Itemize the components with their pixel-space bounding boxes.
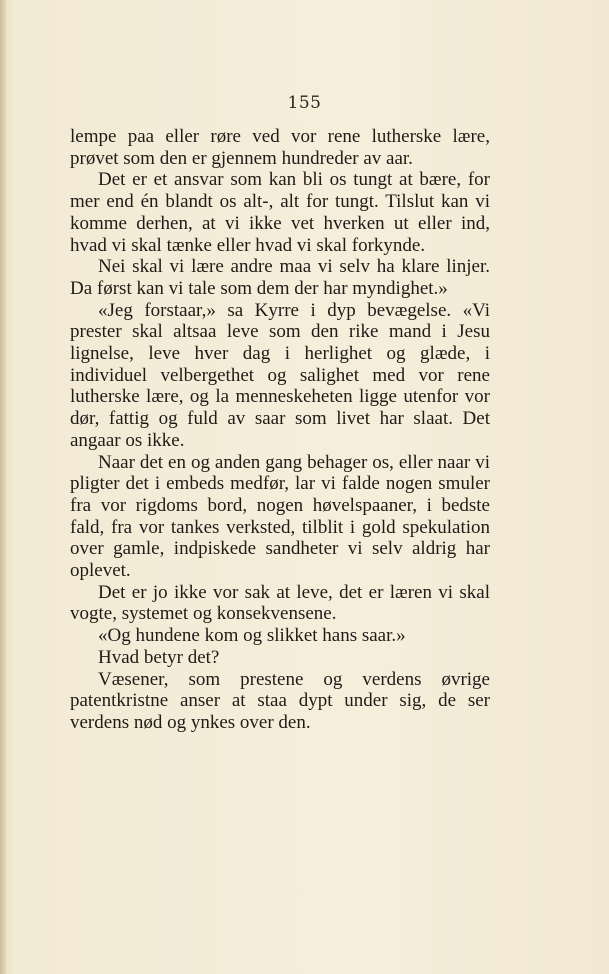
body-text — [70, 126, 490, 734]
paragraph: Naar det en og anden gang behager os, eller naar vi pligter det i embeds medfør, lar vi falde nogen smuler fra vor rigdoms bord, nogen høvelspaaner, i bedste fald, fra vor tankes verksted, tilblit i gold spekulation over gamle, indpiskede sandheter vi selv aldrig har oplevet. — [70, 451, 490, 582]
paragraph: lempe paa eller røre ved vor rene lutherske lære, prøvet som den er gjennem hundreder av aar. — [70, 126, 490, 169]
paragraph: «Og hundene kom og slikket hans saar.» — [98, 625, 406, 647]
paragraph: Det er et ansvar som kan bli os tungt at bære, for mer end én blandt os alt-, alt for tungt. Tilslut kan vi komme derhen, at vi ikke vet hverken ut eller ind, hvad vi skal tænke eller hvad vi skal forkynde. — [70, 169, 490, 256]
paragraph: Det er jo ikke vor sak at leve, det er læren vi skal vogte, systemet og konsekvensene. — [70, 581, 490, 625]
paragraph: Hvad betyr det? — [98, 646, 220, 668]
page-number: 155 — [287, 93, 322, 113]
page-spine-shadow — [0, 0, 6, 974]
paragraph: Nei skal vi lære andre maa vi selv ha klare linjer. Da først kan vi tale som dem der har myndighet.» — [70, 256, 490, 299]
paragraph: Væsener, som prestene og verdens øvrige patentkristne anser at staa dypt under sig, de ser verdens nød og ynkes over den. — [70, 668, 490, 733]
paragraph: «Jeg forstaar,» sa Kyrre i dyp bevægelse. «Vi prester skal altsaa leve som den rike mand i Jesu lignelse, leve hver dag i herlighet og glæde, i individuel velbergethet og salighet med vor rene lutherske lære, og la menneskeheten ligge utenfor vor dør, fattig og fuld av saar som livet har slaat. Det angaar os ikke. — [70, 299, 490, 451]
